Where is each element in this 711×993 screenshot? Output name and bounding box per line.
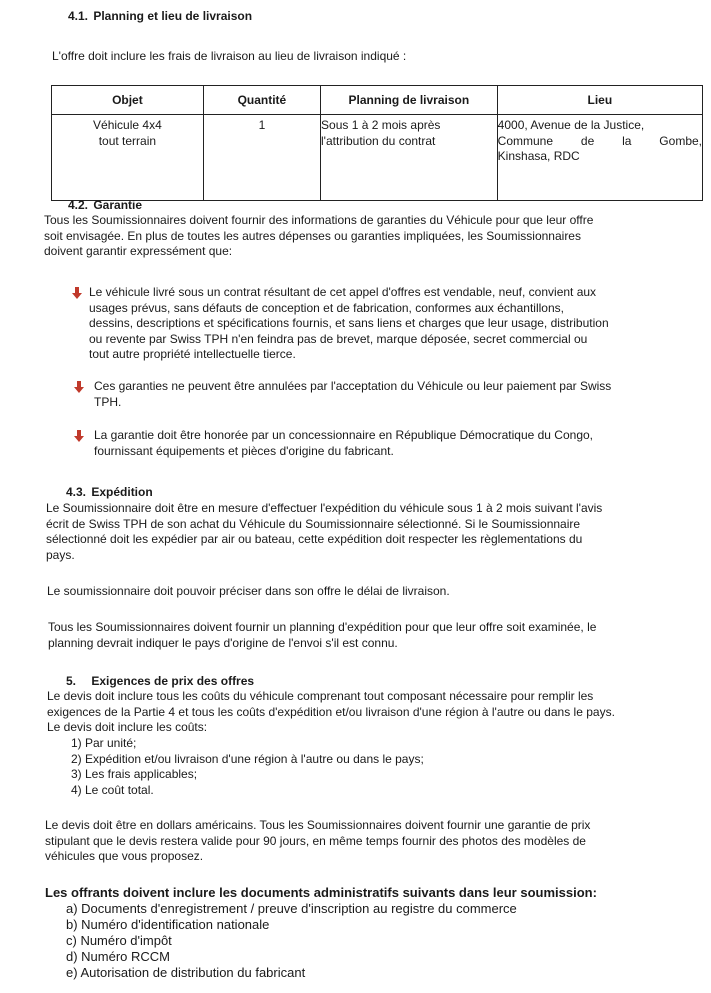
table-row: [52, 115, 703, 201]
planning-line: l'attribution du contrat: [321, 133, 436, 148]
text-line: Le véhicule livré sous un contrat résultant de cet appel d'offres est vendable, neuf, convient aux: [89, 285, 597, 299]
section-title: Garantie: [93, 198, 143, 212]
header-planning: Planning de livraison: [321, 86, 498, 115]
text-line: exigences de la Partie 4 et tous les coûts d'expédition et/ou livraison d'une région à l'autre ou dans le pays.: [47, 704, 615, 719]
section-number: 5.: [66, 674, 77, 688]
cell-quantite: 1: [203, 115, 320, 201]
table-header-row: [52, 86, 703, 115]
cell-objet: [52, 115, 204, 201]
text-line: La garantie doit être honorée par un concessionnaire en République Démocratique du Congo,: [94, 428, 594, 442]
header-quantite: Quantité: [203, 86, 320, 115]
list-item: 2) Expédition et/ou livraison d'une région à l'autre ou dans le pays;: [71, 751, 424, 766]
text-line: Tous les Soumissionnaires doivent fournir un planning d'expédition pour que leur offre soit examinée, le: [48, 620, 597, 634]
cost-list: [71, 736, 424, 798]
shipping-plan-paragraph: [48, 620, 596, 651]
garantie-intro: [44, 213, 593, 260]
lieu-line: 4000, Avenue de la Justice,: [497, 118, 645, 132]
text-line: doivent garantir expressément que:: [44, 244, 233, 258]
list-item: c) Numéro d'impôt: [66, 933, 172, 948]
list-item: 1) Par unité;: [71, 736, 137, 750]
list-item: 3) Les frais applicables;: [71, 767, 198, 781]
section-number: 4.2.: [68, 198, 89, 212]
section-4-1-heading: [68, 9, 252, 23]
text-line: Tous les Soumissionnaires doivent fournir des informations de garanties du Véhicule pour que leur offre: [44, 213, 594, 227]
text-line: Ces garanties ne peuvent être annulées par l'acceptation du Véhicule ou leur paiement par Swiss: [94, 379, 612, 393]
guarantee-bullet: [72, 285, 672, 363]
objet-line: tout terrain: [98, 133, 157, 148]
section-title: Expédition: [91, 485, 153, 499]
text-line: dessins, descriptions et spécifications fournis, et sans liens et charges que leur usage, distribution: [89, 316, 609, 330]
arrow-down-icon: [74, 430, 84, 442]
section-number: 4.3.: [66, 485, 87, 499]
list-item: b) Numéro d'identification nationale: [66, 917, 270, 932]
text-line: stipulant que le devis restera valide pour 90 jours, en même temps fournir des photos des modèles de: [45, 833, 586, 848]
text-line: ou revente par Swiss TPH n'en feindra pas de brevet, marque déposée, secret commercial ou: [89, 331, 588, 346]
text-line: pays.: [46, 547, 75, 562]
section-title: Exigences de prix des offres: [91, 674, 255, 688]
section-4-3-heading: [66, 485, 153, 499]
dollars-paragraph: [45, 818, 590, 865]
section-5-heading: [66, 674, 254, 688]
header-lieu: Lieu: [497, 86, 702, 115]
text-line: Le devis doit être en dollars américains. Tous les Soumissionnaires doivent fournir une garantie de prix: [45, 818, 591, 832]
delivery-table: [51, 85, 703, 201]
delivery-delay-paragraph: Le soumissionnaire doit pouvoir préciser dans son offre le délai de livraison.: [47, 584, 450, 598]
section-4-2-heading: [68, 198, 142, 212]
section-title: Planning et lieu de livraison: [93, 9, 253, 23]
delivery-intro: L'offre doit inclure les frais de livraison au lieu de livraison indiqué :: [52, 49, 407, 63]
planning-line: Sous 1 à 2 mois après: [321, 118, 441, 132]
price-intro: [47, 689, 615, 736]
text-line: TPH.: [94, 394, 122, 409]
text-line: planning devrait indiquer le pays d'origine de l'envoi s'il est connu.: [48, 635, 398, 650]
cell-planning: [321, 115, 498, 201]
lieu-line: Commune de la Gombe,: [497, 133, 702, 148]
expedition-paragraph: [46, 501, 602, 563]
text-line: tout autre propriété intellectuelle tierce.: [89, 347, 296, 361]
text-line: véhicules que vous proposez.: [45, 849, 204, 863]
list-item: e) Autorisation de distribution du fabricant: [66, 965, 306, 980]
objet-line: Véhicule 4x4: [93, 118, 162, 132]
admin-docs-heading: Les offrants doivent inclure les documents administratifs suivants dans leur soumission:: [45, 885, 597, 900]
text-line: écrit de Swiss TPH de son achat du Véhicule du Soumissionnaire sélectionné. Si le Soumissionnaire: [46, 516, 581, 531]
guarantee-bullet: [74, 379, 674, 410]
text-line: Le devis doit inclure tous les coûts du véhicule comprenant tout composant nécessaire pour remplir les: [47, 689, 594, 703]
text-line: Le devis doit inclure les coûts:: [47, 720, 208, 734]
text-line: fournissant équipements et pièces d'origine du fabricant.: [94, 443, 394, 458]
list-item: d) Numéro RCCM: [66, 949, 171, 964]
arrow-down-icon: [72, 287, 82, 299]
text-line: sélectionné doit les expédier par air ou bateau, cette expédition doit respecter les règlementations du: [46, 532, 583, 546]
text-line: usages prévus, sans défauts de conception et de fabrication, conformes aux échantillons,: [89, 300, 564, 315]
cell-lieu: [497, 115, 702, 201]
section-number: 4.1.: [68, 9, 89, 23]
guarantee-bullet: [74, 428, 674, 459]
header-objet: Objet: [52, 86, 204, 115]
arrow-down-icon: [74, 381, 84, 393]
lieu-line: Kinshasa, RDC: [497, 149, 580, 163]
text-line: Le Soumissionnaire doit être en mesure d'effectuer l'expédition du véhicule sous 1 à 2 mois suivant l'avis: [46, 501, 603, 515]
admin-docs-list: [66, 901, 517, 981]
list-item: 4) Le coût total.: [71, 782, 154, 797]
list-item: a) Documents d'enregistrement / preuve d'inscription au registre du commerce: [66, 901, 517, 916]
text-line: soit envisagée. En plus de toutes les autres dépenses ou garanties impliquées, les Soumissionnaires: [44, 228, 581, 243]
